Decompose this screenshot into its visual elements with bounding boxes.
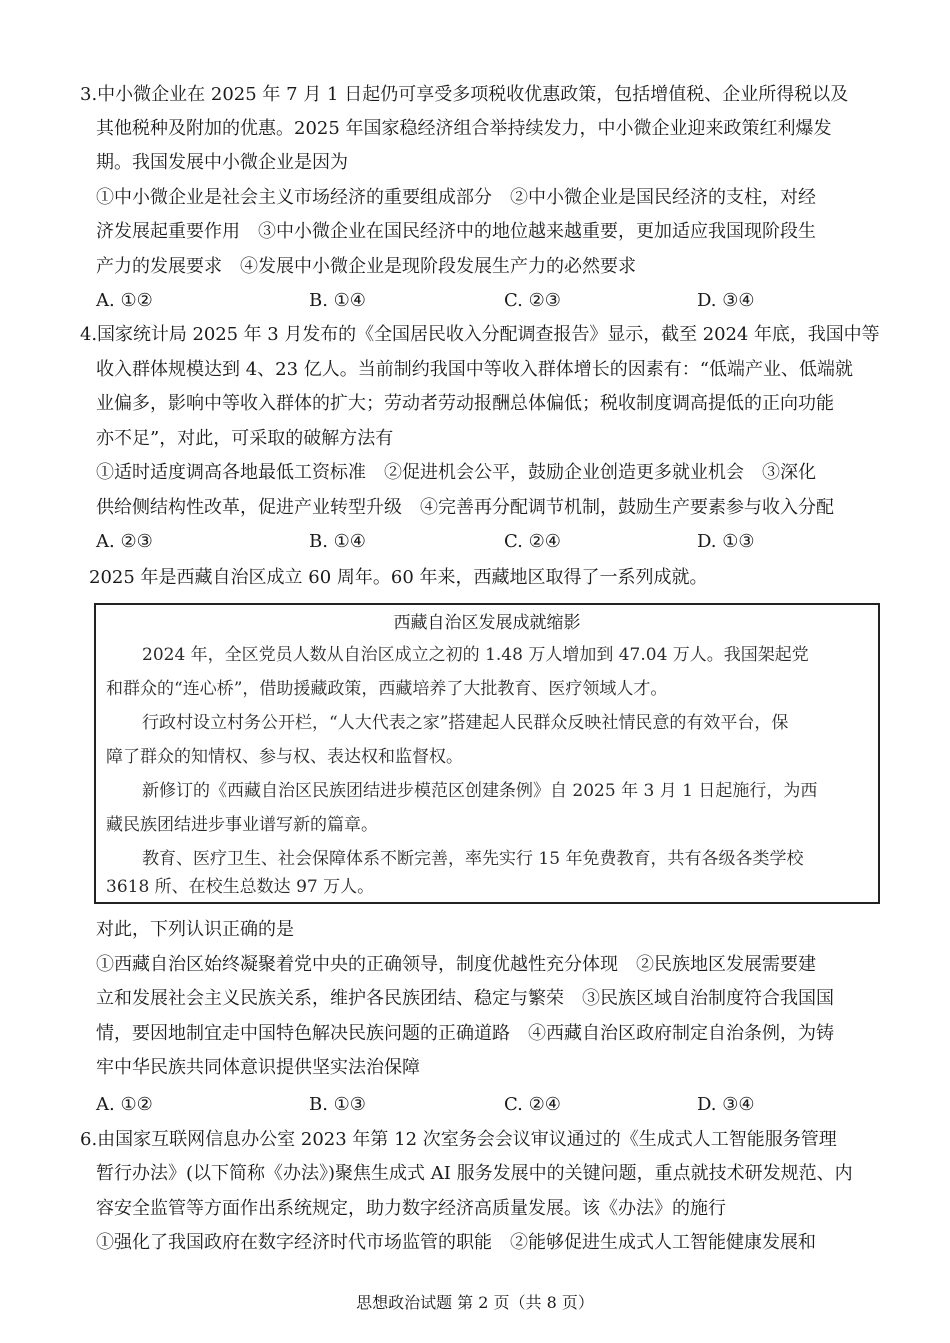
option-c[interactable]: C. ②③ [504, 290, 561, 311]
question-4-line: 收入群体规模达到 4、23 亿人。当前制约我国中等收入群体增长的因素有：“低端产业、低端就 [96, 359, 853, 380]
question-6-line: 容安全监管等方面作出系统规定，助力数字经济高质量发展。该《办法》的施行 [96, 1198, 726, 1219]
question-5-options [96, 1093, 856, 1117]
question-3-line: 期。我国发展中小微企业是因为 [96, 152, 348, 173]
option-c[interactable]: C. ②④ [504, 531, 561, 552]
option-b[interactable]: B. ①④ [309, 290, 366, 311]
question-6-line: 暂行办法》(以下简称《办法》)聚焦生成式 AI 服务发展中的关键问题，重点就技术研发规范、内 [96, 1163, 853, 1184]
question-5-statement: 情，要因地制宜走中国特色解决民族问题的正确道路 ④西藏自治区政府制定自治条例，为铸 [96, 1023, 834, 1044]
material-box [94, 603, 880, 904]
material-paragraph-line: 和群众的“连心桥”，借助援藏政策，西藏培养了大批教育、医疗领域人才。 [106, 679, 668, 699]
question-4-line: 亦不足”，对此，可采取的破解方法有 [96, 428, 394, 449]
option-b[interactable]: B. ①③ [309, 1094, 366, 1115]
question-3-line: 3.中小微企业在 2025 年 7 月 1 日起仍可享受多项税收优惠政策，包括增值税、企业所得税以及 [80, 84, 849, 105]
option-b[interactable]: B. ①④ [309, 531, 366, 552]
material-box-title: 西藏自治区发展成就缩影 [393, 613, 581, 633]
question-3-statement: 产力的发展要求 ④发展中小微企业是现阶段发展生产力的必然要求 [96, 256, 636, 277]
question-5-statement: ①西藏自治区始终凝聚着党中央的正确领导，制度优越性充分体现 ②民族地区发展需要建 [96, 954, 816, 975]
option-d[interactable]: D. ①③ [697, 531, 755, 552]
option-d[interactable]: D. ③④ [697, 290, 755, 311]
material-paragraph-line: 行政村设立村务公开栏，“人大代表之家”搭建起人民群众反映社情民意的有效平台，保 [142, 713, 789, 733]
question-6-statement: ①强化了我国政府在数字经济时代市场监管的职能 ②能够促进生成式人工智能健康发展和 [96, 1232, 816, 1253]
question-5-statement: 牢中华民族共同体意识提供坚实法治保障 [96, 1057, 420, 1078]
question-3-options [96, 289, 856, 313]
question-5-stem: 对此，下列认识正确的是 [96, 919, 294, 940]
question-4-statement: 供给侧结构性改革，促进产业转型升级 ④完善再分配调节机制，鼓励生产要素参与收入分配 [96, 497, 834, 518]
question-4-line: 4.国家统计局 2025 年 3 月发布的《全国居民收入分配调查报告》显示，截至 2024 年底，我国中等 [80, 324, 880, 345]
page-footer: 思想政治试题 第 2 页（共 8 页） [356, 1293, 594, 1312]
option-a[interactable]: A. ①② [96, 290, 153, 311]
option-a[interactable]: A. ②③ [96, 531, 153, 552]
question-4-options [96, 530, 856, 554]
question-3-line: 其他税种及附加的优惠。2025 年国家稳经济组合举持续发力，中小微企业迎来政策红利爆发 [96, 118, 832, 139]
material-paragraph-line: 2024 年，全区党员人数从自治区成立之初的 1.48 万人增加到 47.04 万人。我国架起党 [142, 645, 809, 665]
option-a[interactable]: A. ①② [96, 1094, 153, 1115]
question-4-statement: ①适时适度调高各地最低工资标准 ②促进机会公平，鼓励企业创造更多就业机会 ③深化 [96, 462, 816, 483]
option-d[interactable]: D. ③④ [697, 1094, 755, 1115]
option-c[interactable]: C. ②④ [504, 1094, 561, 1115]
material-paragraph-line: 教育、医疗卫生、社会保障体系不断完善，率先实行 15 年免费教育，共有各级各类学校 [142, 849, 804, 869]
material-paragraph-line: 障了群众的知情权、参与权、表达权和监督权。 [106, 747, 463, 767]
question-5-intro: 2025 年是西藏自治区成立 60 周年。60 年来，西藏地区取得了一系列成就。 [89, 567, 708, 588]
question-6-line: 6.由国家互联网信息办公室 2023 年第 12 次室务会会议审议通过的《生成式人工智能服务管理 [80, 1129, 837, 1150]
question-3-statement: ①中小微企业是社会主义市场经济的重要组成部分 ②中小微企业是国民经济的支柱，对经 [96, 187, 816, 208]
question-5-statement: 立和发展社会主义民族关系，维护各民族团结、稳定与繁荣 ③民族区域自治制度符合我国国 [96, 988, 834, 1009]
question-3-statement: 济发展起重要作用 ③中小微企业在国民经济中的地位越来越重要，更加适应我国现阶段生 [96, 221, 816, 242]
material-paragraph-line: 新修订的《西藏自治区民族团结进步模范区创建条例》自 2025 年 3 月 1 日起施行，为西 [142, 781, 818, 801]
material-paragraph-line: 藏民族团结进步事业谱写新的篇章。 [106, 815, 378, 835]
material-paragraph-line: 3618 所、在校生总数达 97 万人。 [106, 877, 375, 897]
question-4-line: 业偏多，影响中等收入群体的扩大；劳动者劳动报酬总体偏低；税收制度调高提低的正向功能 [96, 393, 834, 414]
